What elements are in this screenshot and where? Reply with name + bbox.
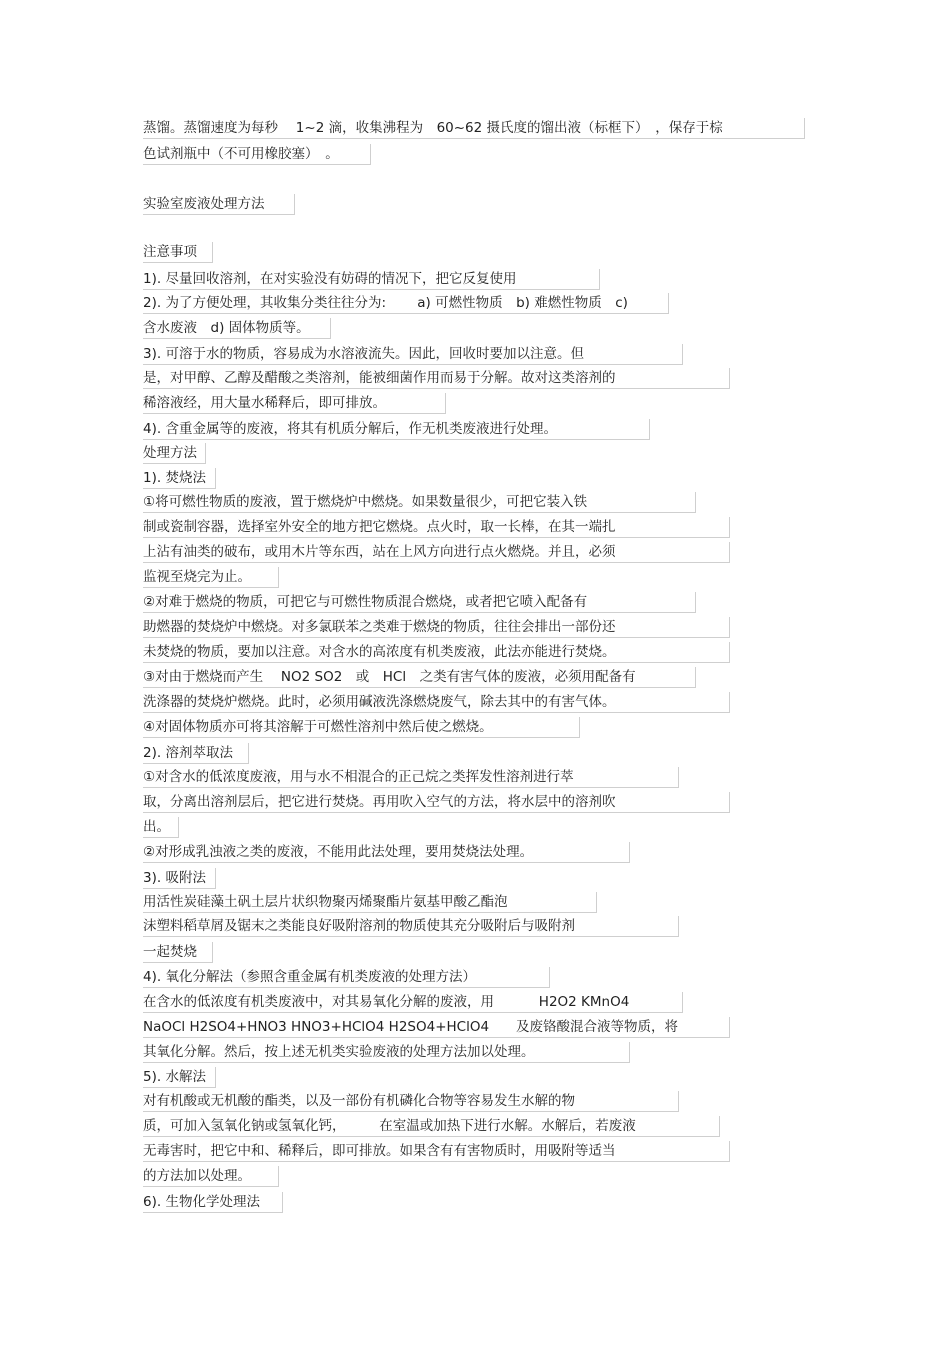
- text-line: 用活性炭硅藻土矾土层片状织物聚丙烯聚酯片氨基甲酸乙酯泡: [143, 892, 597, 913]
- section-heading: 处理方法: [143, 443, 206, 464]
- section-heading: 实验室废液处理方法: [143, 194, 295, 215]
- text-line: 含水废液 d) 固体物质等。: [143, 318, 331, 339]
- text-line: 1). 尽量回收溶剂，在对实验没有妨碍的情况下，把它反复使用: [143, 269, 600, 290]
- text-line: 沫塑料稻草屑及锯末之类能良好吸附溶剂的物质使其充分吸附后与吸附剂: [143, 916, 679, 937]
- text-line: 3). 可溶于水的物质，容易成为水溶液流失。因此，回收时要加以注意。但: [143, 344, 683, 365]
- text-line: 对有机酸或无机酸的酯类，以及一部份有机磷化合物等容易发生水解的物: [143, 1091, 679, 1112]
- text-line: 色试剂瓶中（不可用橡胶塞） 。: [143, 144, 371, 165]
- text-line: 监视至烧完为止。: [143, 567, 279, 588]
- text-line: 洗涤器的焚烧炉燃烧。此时，必须用碱液洗涤燃烧废气，除去其中的有害气体。: [143, 692, 730, 713]
- text-line: 助燃器的焚烧炉中燃烧。对多氯联苯之类难于燃烧的物质，往往会排出一部份还: [143, 617, 730, 638]
- text-line: NaOCl H2SO4+HNO3 HNO3+HClO4 H2SO4+HClO4 及废铬酸混合液等物质，将: [143, 1017, 730, 1038]
- text-line: ①对含水的低浓度废液，用与水不相混合的正己烷之类挥发性溶剂进行萃: [143, 767, 679, 788]
- text-line: 上沾有油类的破布，或用木片等东西，站在上风方向进行点火燃烧。并且，必须: [143, 542, 730, 563]
- subsection-heading: 5). 水解法: [143, 1067, 216, 1088]
- text-line: ②对形成乳浊液之类的废液，不能用此法处理，要用焚烧法处理。: [143, 842, 630, 863]
- text-line: 蒸馏。蒸馏速度为每秒 1~2 滴，收集沸程为 60~62 摄氏度的馏出液（标框下） ，保存于棕: [143, 118, 805, 139]
- text-line: 是，对甲醇、乙醇及醋酸之类溶剂，能被细菌作用而易于分解。故对这类溶剂的: [143, 368, 730, 389]
- text-line: 其氧化分解。然后，按上述无机类实验废液的处理方法加以处理。: [143, 1042, 630, 1063]
- text-line: 的方法加以处理。: [143, 1166, 279, 1187]
- text-line: 4). 含重金属等的废液，将其有机质分解后，作无机类废液进行处理。: [143, 419, 650, 440]
- text-line: 在含水的低浓度有机类废液中，对其易氧化分解的废液，用 H2O2 KMnO4: [143, 992, 683, 1013]
- subsection-heading: 4). 氧化分解法（参照含重金属有机类废液的处理方法）: [143, 967, 550, 988]
- text-line: 一起焚烧: [143, 942, 213, 963]
- text-line: 出。: [143, 817, 179, 838]
- text-line: 未焚烧的物质，要加以注意。对含水的高浓度有机类废液，此法亦能进行焚烧。: [143, 642, 730, 663]
- text-line: ④对固体物质亦可将其溶解于可燃性溶剂中然后使之燃烧。: [143, 717, 580, 738]
- subsection-heading: 6). 生物化学处理法: [143, 1192, 283, 1213]
- text-line: 2). 为了方便处理，其收集分类往往分为: a) 可燃性物质 b) 难燃性物质 c): [143, 293, 669, 314]
- text-line: 无毒害时，把它中和、稀释后，即可排放。如果含有有害物质时，用吸附等适当: [143, 1141, 730, 1162]
- text-line: 制或瓷制容器，选择室外安全的地方把它燃烧。点火时，取一长棒，在其一端扎: [143, 517, 730, 538]
- subsection-heading: 3). 吸附法: [143, 868, 216, 889]
- subsection-heading: 2). 溶剂萃取法: [143, 743, 249, 764]
- text-line: 稀溶液经，用大量水稀释后，即可排放。: [143, 393, 446, 414]
- subsection-heading: 1). 焚烧法: [143, 468, 216, 489]
- text-line: ③对由于燃烧而产生 NO2 SO2 或 HCl 之类有害气体的废液，必须用配备有: [143, 667, 696, 688]
- text-line: ②对难于燃烧的物质，可把它与可燃性物质混合燃烧，或者把它喷入配备有: [143, 592, 696, 613]
- text-line: 取，分离出溶剂层后，把它进行焚烧。再用吹入空气的方法，将水层中的溶剂吹: [143, 792, 730, 813]
- text-line: 质，可加入氢氧化钠或氢氧化钙， 在室温或加热下进行水解。水解后，若废液: [143, 1116, 720, 1137]
- text-line: ①将可燃性物质的废液，置于燃烧炉中燃烧。如果数量很少，可把它装入铁: [143, 492, 696, 513]
- section-heading: 注意事项: [143, 242, 213, 263]
